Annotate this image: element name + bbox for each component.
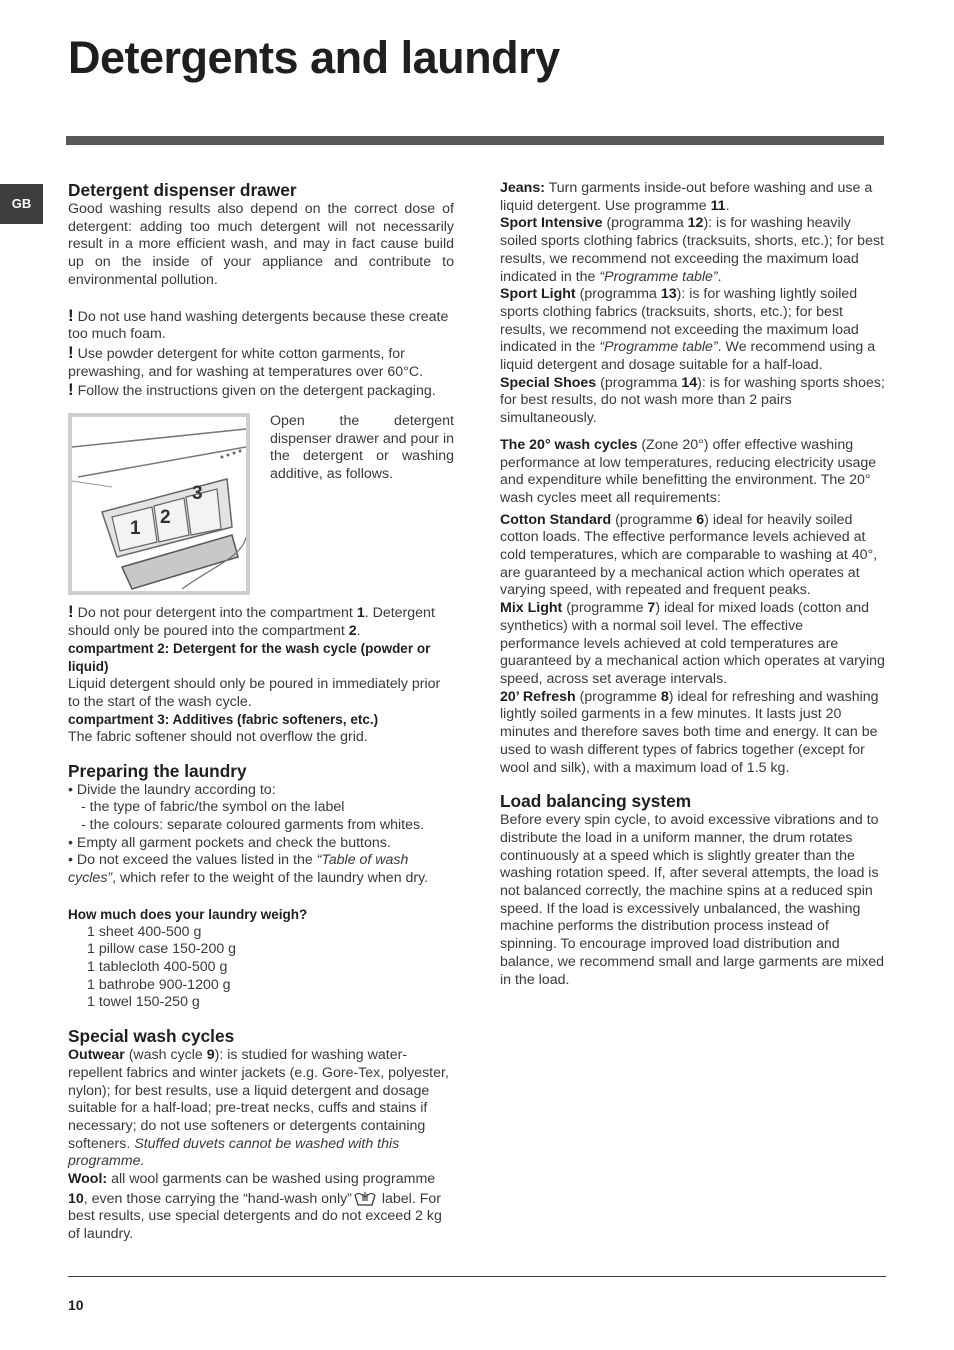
weigh-heading: How much does your laundry weigh?: [68, 906, 308, 922]
wash-20-paragraph: The 20° wash cycles (Zone 20°) offer effective washing performance at low temperatures, reducing electricity usage and expenditure while benefitting the environment. The 20° wash cycles meet all requirements:: [500, 436, 877, 506]
preparing-heading: Preparing the laundry: [68, 760, 247, 781]
compartment-3-heading: compartment 3: Additives (fabric softeners, etc.): [68, 712, 379, 728]
dispenser-instructions: Open the detergent dispenser drawer and pour in the detergent or washing additive, as follows.: [270, 413, 454, 483]
right-column: [500, 180, 886, 989]
list-item: 1 towel 150-250 g: [87, 994, 200, 1011]
special-heading: Special wash cycles: [68, 1026, 235, 1047]
outwear-paragraph: Outwear (wash cycle 9): is studied for washing water-repellent fabrics and winter jackets (e.g. Gore-Tex, polyester, nylon); for best results, use a liquid detergent and dosage suitable for a half-load; pre-treat necks, cuffs and stains if necessary; do not use softeners or detergents containing softeners. Stuffed duvets cannot be washed with this programme.: [68, 1047, 449, 1170]
sport-light-paragraph: Sport Light (programma 13): is for washing lightly soiled sports clothing fabrics (tracksuits, shorts, etc.); for best results, we recommend not exceeding the maximum load indicated in the “Programme table”. We recommend using a liquid detergent and dosage suitable for a half-load.: [500, 286, 876, 374]
compartment-label-2: 2: [160, 507, 171, 529]
dispenser-drawer-illustration: [68, 413, 250, 595]
warning-icon: !: [68, 342, 74, 362]
list-item: 1 pillow case 150-200 g: [87, 941, 237, 958]
list-item: 1 bathrobe 900-1200 g: [87, 976, 231, 993]
language-tab: GB: [0, 184, 43, 224]
refresh-paragraph: 20’ Refresh (programme 8) ideal for refreshing and washing lightly soiled garments in a few minutes. It lasts just 20 minutes and therefore saves both time and energy. It can be used to wash different types of fabrics together (except for wool and silk), with a maximum load of 1.5 kg.: [500, 688, 879, 776]
list-item: - the colours: separate coloured garments from whites.: [81, 817, 425, 834]
warning-1: ! Do not use hand washing detergents because these create too much foam.: [68, 305, 449, 343]
list-item: • Empty all garment pockets and check the buttons.: [68, 834, 391, 851]
dispenser-heading: Detergent dispenser drawer: [68, 180, 297, 200]
wool-paragraph: Wool: all wool garments can be washed using programme 10, even those carrying the “hand-wash only” label. For best results, use special detergents and do not exceed 2 kg of laundry.: [68, 1171, 442, 1243]
warning-2: ! Use powder detergent for white cotton garments, for prewashing, and for washing at temperatures over 60°C.: [68, 342, 424, 380]
warning-4: ! Do not pour detergent into the compartment 1. Detergent should only be poured into the compartment 2.: [68, 602, 435, 639]
special-shoes-paragraph: Special Shoes (programma 14): is for washing sports shoes; for best results, do not wash more than 2 pairs simultaneously.: [500, 374, 885, 427]
dispenser-intro: Good washing results also depend on the correct dose of detergent: adding too much detergent will not necessarily result in a more efficient wash, and may in fact cause build up on the inside of your appliance and contribute to environmental pollution.: [68, 201, 454, 288]
footer-divider: [68, 1276, 886, 1277]
left-column: [68, 180, 454, 1244]
hand-wash-icon: [354, 1189, 376, 1207]
compartment-label-1: 1: [130, 518, 141, 540]
list-item: 1 sheet 400-500 g: [87, 923, 202, 940]
warning-icon: !: [68, 602, 74, 622]
compartment-2-heading: compartment 2: Detergent for the wash cycle (powder or liquid): [68, 641, 431, 675]
warning-icon: !: [68, 305, 74, 325]
cotton-standard-paragraph: Cotton Standard (programme 6) ideal for heavily soiled cotton loads. The effective performance levels achieved at cold temperatures, which are comparable to washing at 40°, are guaranteed by a mechanical action which operates at varying speed, with repeated and frequent peaks.: [500, 511, 878, 599]
sport-intensive-paragraph: Sport Intensive (programma 12): is for washing heavily soiled sports clothing fabrics (tracksuits, shorts, etc.); for best results, we recommend not exceeding the maximum load indicated in the “Programme table”.: [500, 215, 884, 285]
page-number: 10: [68, 1297, 84, 1313]
title-divider: [66, 136, 884, 145]
balancing-heading: Load balancing system: [500, 791, 692, 812]
list-item: • Do not exceed the values listed in the “Table of wash cycles”, which refer to the weight of the laundry when dry.: [68, 852, 429, 887]
compartment-2-text: Liquid detergent should only be poured in immediately prior to the start of the wash cycle.: [68, 675, 441, 710]
page-title: Detergents and laundry: [68, 32, 560, 83]
jeans-paragraph: Jeans: Turn garments inside-out before washing and use a liquid detergent. Use programme 11.: [500, 180, 873, 214]
warning-3: ! Follow the instructions given on the detergent packaging.: [68, 380, 436, 400]
warning-icon: !: [68, 380, 74, 400]
list-item: - the type of fabric/the symbol on the label: [81, 799, 345, 816]
weights-list: [68, 924, 454, 1013]
balancing-text: Before every spin cycle, to avoid excessive vibrations and to distribute the load in a uniform manner, the drum rotates continuously at a speed which is slightly greater than the washing rotation speed. If, after several attempts, the load is not balanced correctly, the machine spins at a reduced spin speed. If the load is excessively unbalanced, the washing machine performs the distribution process instead of spinning. To encourage improved load distribution and balance, we recommend small and large garments are mixed in the load.: [500, 812, 885, 988]
list-item: 1 tablecloth 400-500 g: [87, 958, 228, 975]
list-item: • Divide the laundry according to:: [68, 781, 276, 798]
mix-light-paragraph: Mix Light (programme 7) ideal for mixed loads (cotton and synthetics) with a normal soil level. The effective performance levels achieved at cold temperatures are guaranteed by a mechanical action which operates at varying speed, across set average intervals.: [500, 600, 885, 687]
dispenser-figure-row: [68, 413, 454, 595]
compartment-3-text: The fabric softener should not overflow the grid.: [68, 728, 368, 745]
compartment-label-3: 3: [192, 483, 203, 505]
preparing-list: [68, 782, 454, 888]
drawer-drawing: [72, 417, 246, 591]
